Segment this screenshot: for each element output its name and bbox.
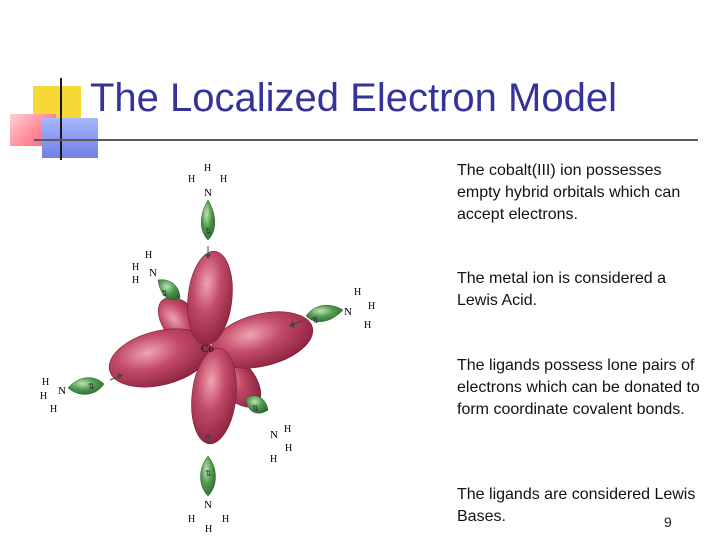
- electron-pair-arrows: ⇅: [252, 404, 259, 413]
- atom-h: H: [50, 404, 58, 415]
- decor-vertical-line: [60, 78, 62, 160]
- atom-h: H: [204, 163, 212, 174]
- atom-h: H: [132, 275, 140, 286]
- atom-h: H: [354, 287, 362, 298]
- atom-h: H: [220, 174, 228, 185]
- lone-pair-lobe: [68, 378, 104, 395]
- atom-h: H: [222, 514, 230, 525]
- atom-h: H: [188, 514, 196, 525]
- atom-n: N: [204, 499, 212, 511]
- ligand-top: [188, 163, 227, 259]
- atom-h: H: [40, 391, 48, 402]
- atom-h: H: [364, 320, 372, 331]
- atom-h: H: [145, 250, 153, 261]
- paragraph-lewis-bases: The ligands are considered Lewis Bases.: [457, 486, 696, 525]
- atom-n: N: [270, 429, 278, 441]
- ligand-bottom: [188, 433, 229, 535]
- title-underline: [34, 139, 698, 141]
- atom-n: N: [58, 385, 66, 397]
- paragraph-lone-pairs: The ligands possess lone pairs of electrons which can be donated to form coordinate covalent bonds.: [457, 357, 700, 418]
- atom-h: H: [285, 443, 293, 454]
- atom-h: H: [284, 424, 292, 435]
- cobalt-complex-diagram: [30, 158, 390, 538]
- atom-h: H: [132, 262, 140, 273]
- electron-pair-arrows: ⇅: [161, 289, 168, 298]
- electron-pair-arrows: ⇅: [205, 469, 212, 478]
- ligand-left: [40, 373, 123, 415]
- paragraph-acceptor: The cobalt(III) ion possesses empty hybrid orbitals which can accept electrons.: [457, 162, 681, 223]
- atom-h: H: [188, 174, 196, 185]
- atom-h: H: [205, 524, 213, 535]
- atom-n: N: [344, 306, 352, 318]
- decor-blue-square: [42, 118, 98, 158]
- slide-title: The Localized Electron Model: [90, 76, 617, 120]
- electron-pair-arrows: ⇅: [312, 316, 319, 325]
- electron-pair-arrows: ⇅: [88, 382, 95, 391]
- atom-n: N: [149, 267, 157, 279]
- paragraph-lewis-acid: The metal ion is considered a Lewis Acid.: [457, 270, 666, 309]
- ligand-upper-left: [132, 250, 180, 300]
- atom-h: H: [270, 454, 278, 465]
- atom-h: H: [42, 377, 50, 388]
- cobalt-label: Co: [201, 343, 214, 355]
- ligand-lower-right: [246, 396, 292, 465]
- atom-h: H: [368, 301, 376, 312]
- electron-pair-arrows: ⇅: [205, 227, 212, 236]
- atom-n: N: [204, 187, 212, 199]
- page-number: 9: [664, 514, 672, 530]
